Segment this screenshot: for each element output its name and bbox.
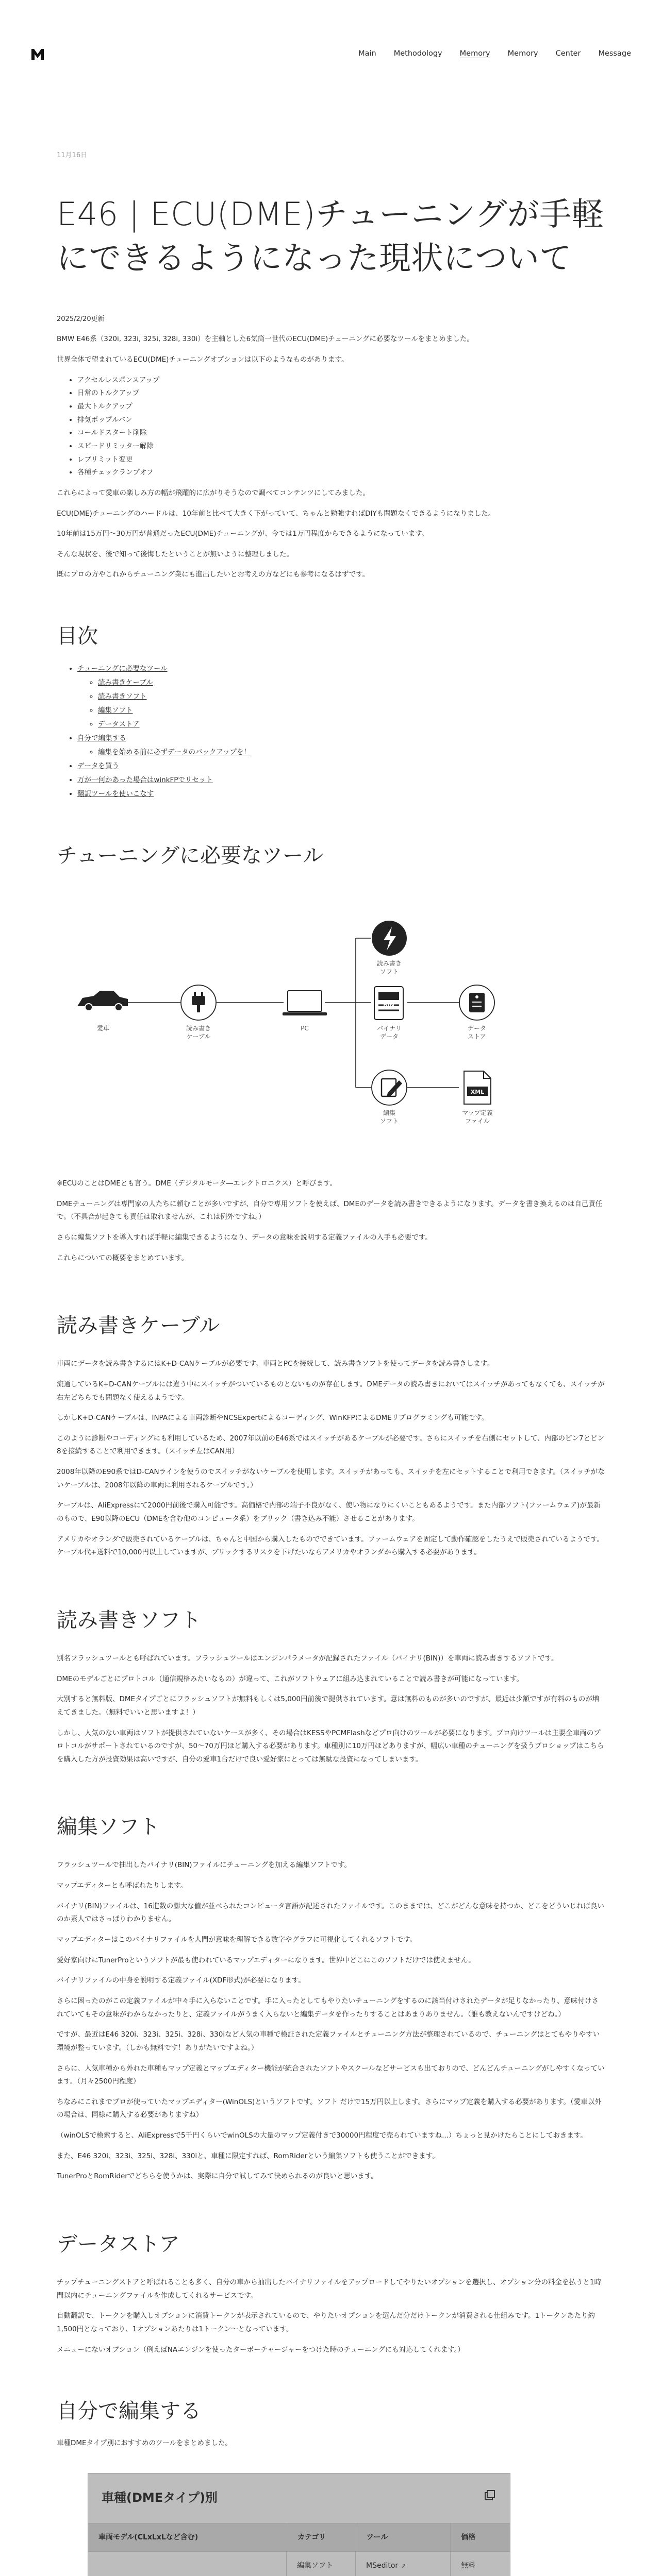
edit-soft-paragraph: 愛好家向けにTunerProというソフトが最も使われているマップエディターになります。世界中どこにこのソフトだけでは使えません。 [57, 1956, 475, 1964]
table-header-cell: カテゴリ [287, 2523, 356, 2552]
cable-paragraph: このように診断やコーディングにも利用しているため、2007年以前のE46系ではスイッチがあるケーブルが必要です。さらにスイッチを右側にセットして、内部のピン7とピン8を接続することで利用できます。（スイッチ左はCAN用） [57, 1434, 605, 1456]
list-item: • アクセルレスポンスアップ [77, 374, 605, 387]
edit-soft-paragraph: フラッシュツールで抽出したバイナリ(BIN)ファイルにチューニングを加える編集ソフトです。 [57, 1861, 352, 1870]
toc-link[interactable]: 万が一何かあった場合はwinkFPでリセット [77, 776, 213, 785]
list-item: • 各種チェックランプオフ [77, 466, 605, 480]
edit-soft-paragraph: さらに困ったのがこの定義ファイルが中々手に入らないことです。手に入ったとしてもやりたいチューニングをするのに該当付けされたデータが足りなかったり、意味付けされていてもその意味がわからなかったりと、定義ファイルがうまく入らないと編集データを作ったりすることはあまりありません。（誰も教えないんですけどね。） [57, 1996, 599, 2019]
datastore-label: データ ストア [467, 1025, 486, 1040]
map-file-label: マップ定義 ファイル [462, 1109, 493, 1125]
intro-paragraph: そんな現状を、後で知って後悔したということが無いように整理しました。 [57, 550, 293, 558]
car-icon [77, 991, 128, 1011]
datastore-paragraph: 自動翻訳で、トークンを購入しオプションに消費トークンが表示されているので、やりたいオプションを選んだ分だけトークンが消費される仕組みです。1トークンあたり約1,500円となっており、1オプションあたりは1トークン〜となっています。 [57, 2312, 595, 2333]
pc-icon [283, 991, 327, 1015]
intro-paragraph: 世界全体で望まれているECU(DME)チューニングオプションは以下のようなものがあります。 [57, 355, 349, 364]
toc-link[interactable]: 翻訳ツールを使いこなす [77, 790, 154, 799]
table-body [88, 2551, 510, 2576]
edit-soft-paragraph: （winOLSで検索すると、AliExpressで5千円くらいでwinOLSの大量のマップ定義付きで30000円程度で売られていますね...）ちょっと見かけたらことにしておきます。 [57, 2131, 587, 2140]
site-header [0, 0, 662, 108]
rw-soft-label: 読み書き ソフト [376, 960, 402, 975]
datastore-paragraph: メニューにないオプション（例えばNAエンジンを使ったターボーチャージャーをつけた時のチューニングにも対応してくれます。） [57, 2345, 465, 2354]
pc-label: PC [301, 1025, 309, 1032]
nav-item[interactable]: Methodology [393, 49, 442, 58]
map-file-icon [464, 1071, 491, 1104]
toc-link[interactable]: データを買う [77, 762, 119, 771]
nav-item[interactable]: Main [358, 49, 376, 58]
toc-heading: 目次 [57, 624, 98, 649]
list-item: • レブリミット変更 [77, 453, 605, 467]
table-header-row [88, 2523, 510, 2552]
nav-item[interactable]: Message [598, 49, 631, 58]
section-heading-tools: チューニングに必要なツール [57, 844, 324, 868]
cable-paragraph: 2008年以降のE90系ではD-CANラインを使うのでスイッチがないケーブルを使用します。スイッチがあっても、スイッチを左にセットすることで利用できます。（スイッチがないケーブルは、2008年以降の車両に利用されるケーブルです。） [57, 1468, 605, 1489]
intro-paragraph: BMW E46系（320i, 323i, 325i, 328i, 330i）を主軸とした6気筒一世代のECU(DME)チューニングに必要なツールをまとめました。 [57, 335, 474, 344]
article [57, 149, 605, 2576]
cable-paragraph: アメリカやオランダで販売されているケーブルは、ちゃんと中国から購入したものでできています。ファームウェアを固定して動作確認をしたうえで販売されているようです。ケーブル代+送料で10,000円以上していますが、ブリックするリスクを下げたいならアメリカやオランダから購入する必要があります。 [57, 1535, 604, 1557]
rw-soft-paragraph: 大別すると無料版、DMEタイプごとにフラッシュソフトが無料もしくは5,000円前後で提供されています。意は無料のものが多いのですが、最近は少額ですが有料のものが増えてきました。（無料でいいと思いますよ！） [57, 1695, 600, 1717]
edit-soft-paragraph: ちなみにこれまでプロが使っていたマップエディター(WinOLS)というソフトです。ソフト だけで15万円以上します。さらにマップ定義を購入する必要があります。（愛車以外の場合は、同様に購入する必要がありますね） [57, 2097, 602, 2120]
list-item: • スピードリミッター解除 [77, 440, 605, 453]
intro-paragraph: 既にプロの方やこれからチューニング業にも進出したいとお考えの方などにも参考になるはずです。 [57, 570, 370, 579]
toc-link[interactable]: チューニングに必要なツール [77, 665, 168, 673]
edit-soft-paragraph: バイナリファイルの中身を説明する定義ファイル(XDF形式)が必要になります。 [57, 1976, 305, 1985]
main-nav [358, 47, 631, 61]
rw-soft-paragraph: DMEのモデルごとにプロトコル（通信規格みたいなもの）が違って、これがソフトウェアに組み込まれていることで読み書きが可能になっています。 [57, 1674, 523, 1683]
cable-icon [181, 985, 216, 1020]
table-header-cell: 車両モデル(CLxLxLなど含む) [98, 2533, 198, 2541]
toc-link[interactable]: 編集を始める前に必ずデータのバックアップを！ [98, 748, 251, 757]
tools-paragraph: DMEチューニングは専門家の人たちに頼むことが多いですが、自分で専用ソフトを使えば、DMEのデータを読み書きできるようになります。データを書き換えるのは自己責任で。（不具合が起きても責任は取れませんが、これは例外ですね。） [57, 1199, 603, 1222]
self-edit-paragraph: 車種DMEタイプ別におすすめのツールをまとめました。 [57, 2439, 232, 2448]
tools-paragraph: これらについての概要をまとめています。 [57, 1253, 189, 1262]
list-item: • コールドスタート削除 [77, 427, 605, 440]
tools-diagram [57, 882, 605, 1170]
top-date: 11月16日 [57, 151, 88, 159]
toc-link[interactable]: 編集ソフト [98, 706, 133, 715]
table-title: 車種(DMEタイプ)別 [102, 2490, 218, 2505]
rw-soft-paragraph: しかし、人気のない車両はソフトが提供されていないケースが多く、その場合はKESSやPCMFlashなどプロ向けのツールが必要になります。プロ向けツールは主要全車両のプロトコルがサポートされているのですが、50〜70万円ほど購入する必要があります。車種別に10万円ほどありますが、幅広い車種のチューニングを扱うプロショップはこちらを購入した方が投資効果は高いですが、自分の愛車1台だけで良い愛好家にとっては無駄な投資になってしまいます。 [57, 1728, 604, 1764]
edit-soft-paragraph: また、E46 320i、323i、325i、328i、330iと、車種に限定すれば、RomRiderという編集ソフトも使うことができます。 [57, 2151, 439, 2160]
edit-soft-paragraph: ですが、最近はE46 320i、323i、325i、328i、330iなど人気の車種で検証された定義ファイルとチューニング方法が整理されているので、チューニングはとてもやりやすい環境が整っています。（しかも無料です！ありがたいですよね。） [57, 2030, 600, 2052]
car-label: 愛車 [96, 1025, 109, 1032]
nav-item[interactable]: Center [555, 49, 581, 58]
options-list [77, 374, 605, 480]
table-row [286, 2552, 510, 2576]
datastore-icon [459, 985, 494, 1020]
nav-item-active[interactable]: Memory [459, 49, 490, 58]
toc-link[interactable]: 自分で編集する [77, 734, 126, 743]
edit-soft-paragraph: マップエディターはこのバイナリファイルを人間が意味を理解できる数字やグラフに可視化してくれるソフトです。 [57, 1936, 417, 1944]
table-cell-link[interactable]: MSeditor [366, 2562, 399, 2570]
cable-paragraph: しかしK+D-CANケーブルは、INPAによる車両診断やNCSExpertによるコーディング、WinKFPによるDMEリプログラミングも可能です。 [57, 1414, 489, 1422]
cable-paragraph: 流通しているK+D-CANケーブルには違う中にスイッチがついているものとないものが存在します。DMEデータの読み書きにおいてはスイッチがあってもなくても、スイッチが右左どちらでも問題なく使えるようです。 [57, 1380, 605, 1402]
section-heading-edit-soft: 編集ソフト [57, 1815, 160, 1839]
nav-item[interactable]: Memory [507, 49, 538, 58]
toc-link[interactable]: データストア [98, 720, 140, 729]
section-heading-self-edit: 自分で編集する [57, 2399, 201, 2424]
flash-icon [372, 921, 407, 956]
external-link-icon[interactable]: ↗ [401, 2563, 406, 2570]
cable-paragraph: 車両にデータを読み書きするにはK+D-CANケーブルが必要です。車両とPCを接続して、読み書きソフトを使ってデータを読み書きします。 [57, 1360, 494, 1368]
toc-link[interactable]: 読み書きソフト [98, 692, 147, 701]
intro-paragraph: これらによって愛車の楽しみ方の幅が飛躍的に広がりそうなので調べてコンテンツにしてみました。 [57, 488, 370, 497]
edit-soft-paragraph: マップエディターとも呼ばれたりします。 [57, 1882, 188, 1890]
list-item: • 日常のトルクアップ [77, 387, 605, 400]
intro-paragraph: 10年前は15万円〜30万円が普通だったECU(DME)チューニングが、今では1万円程度からできるようになっています。 [57, 530, 429, 538]
toc-list [77, 662, 605, 801]
xml-file-text: XML [470, 1089, 485, 1096]
table-cell: 無料 [450, 2552, 510, 2576]
table-row[interactable] [355, 2552, 450, 2576]
tools-paragraph: ※ECUのことはDMEとも言う。DME（デジタルモータ―エレクトロニクス）と呼びます。 [57, 1179, 337, 1188]
updated-date: 2025/2/20更新 [57, 315, 105, 323]
site-logo-icon[interactable] [31, 46, 46, 62]
tools-table [88, 2473, 510, 2576]
table-header-cell: 価格 [450, 2523, 510, 2552]
edit-soft-paragraph: バイナリ(BIN)ファイルは、16進数の膨大な値が並べられたコンピュータ言語が記述されたファイルです。このままでは、どこがどんな意味を持つか、どこをどういじれば良いのか素人ではさっぱりわかりません。 [57, 1902, 604, 1924]
datastore-paragraph: チップチューニングストアと呼ばれることも多く、自分の車から抽出したバイナリファイルをアップロードしてやりたいオプションを選択し、オプション分の料金を払うと1時間以内にチューニングファイルを作成してくれるサービスです。 [57, 2278, 602, 2300]
table-header-cell: ツール [356, 2523, 451, 2552]
cable-label: 読み書き ケーブル [186, 1025, 211, 1040]
section-heading-rw-soft: 読み書きソフト [57, 1608, 201, 1632]
edit-soft-paragraph: さらに、人気車種から外れた車種もマップ定義とマップエディター機能が統合されたソフトやスクールなどサービスも出ておりので、どんどんチューニングがしやすくなっています。（月々2500円程度） [57, 2064, 605, 2086]
section-heading-datastore: データストア [57, 2232, 180, 2256]
list-item: • 排気ポップルバン [77, 414, 605, 427]
table-title-bar [88, 2473, 510, 2523]
copy-icon[interactable] [483, 2486, 496, 2510]
table-model-cell [88, 2552, 286, 2576]
tools-paragraph: さらに編集ソフトを導入すれば手軽に編集できるようになり、データの意味を説明する定義ファイルの入手も必要です。 [57, 1233, 432, 1242]
cable-paragraph: ケーブルは、AliExpressにて2000円前後で購入可能です。高価格で内部の端子不良がなく、使い物になりにくいこともあるようです。また内部ソフト(ファームウェア)が最新のもので、E90以降のECU（DMEを含む他のコンピュータ系）をブリック（書き込み不能）させることがあります。 [57, 1501, 601, 1523]
rw-soft-paragraph: 別名フラッシュツールとも呼ばれています。フラッシュツールはエンジンパラメータが記録されたファイル（バイナリ(BIN)）を車両に読み書きするソフトです。 [57, 1654, 558, 1663]
bin-file-text: BIN [383, 1002, 394, 1009]
edit-soft-paragraph: TunerProとRomRiderでどちらを使うかは、実際に自分で試してみて決められるのが良いと思います。 [57, 2172, 378, 2181]
list-item: • 最大トルクアップ [77, 400, 605, 414]
toc-link[interactable]: 読み書きケーブル [98, 679, 153, 687]
edit-soft-label: 編集 ソフト [379, 1109, 399, 1125]
intro-paragraph: ECU(DME)チューニングのハードルは、10年前と比べて大きく下がっていて、ちゃんと勉強すればDIYも問題なくできるようになりました。 [57, 509, 495, 518]
section-heading-cable: 読み書きケーブル [57, 1314, 220, 1338]
edit-icon [372, 1070, 407, 1105]
table-cell: 編集ソフト [286, 2552, 355, 2576]
page-title: E46 | ECU(DME)チューニングが手軽にできるようになった現状について [57, 195, 604, 277]
binary-label: バイナリ データ [376, 1025, 402, 1040]
